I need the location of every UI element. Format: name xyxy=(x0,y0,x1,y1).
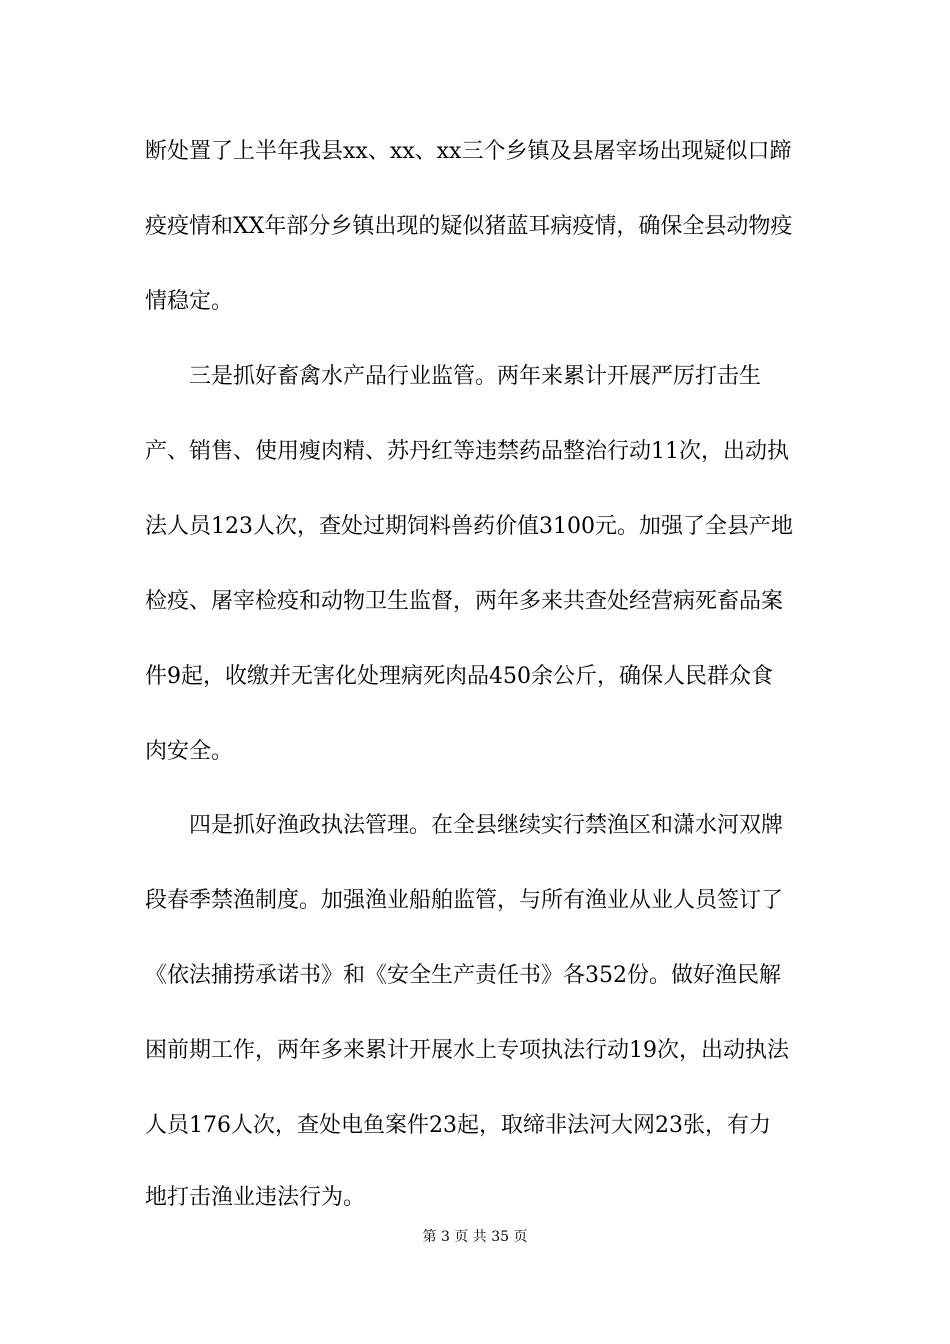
text-line: 断处置了上半年我县xx、xx、xx三个乡镇及县屠宰场出现疑似口蹄 xyxy=(145,139,792,164)
text-line: 法人员123人次，查处过期饲料兽药价值3100元。加强了全县产地 xyxy=(145,514,793,539)
text-line: 情稳定。 xyxy=(145,289,234,314)
text-line: 困前期工作，两年多来累计开展水上专项执法行动19次，出动执法 xyxy=(145,1038,789,1063)
text-line: 段春季禁渔制度。加强渔业船舶监管，与所有渔业从业人员签订了 xyxy=(145,888,784,913)
text-line: 人员176人次，查处电鱼案件23起，取缔非法河大网23张，有力 xyxy=(145,1113,771,1138)
page-number-footer: 第 3 页 共 35 页 xyxy=(422,1229,528,1245)
text-line: 肉安全。 xyxy=(145,739,234,764)
text-line: 检疫、屠宰检疫和动物卫生监督，两年多来共查处经营病死畜品案 xyxy=(145,589,784,614)
text-line: 地打击渔业违法行为。 xyxy=(145,1185,366,1210)
text-line: 件9起，收缴并无害化处理病死肉品450余公斤，确保人民群众食 xyxy=(145,664,773,689)
text-line: 产、销售、使用瘦肉精、苏丹红等违禁药品整治行动11次，出动执 xyxy=(145,439,789,464)
text-line: 疫疫情和XX年部分乡镇出现的疑似猪蓝耳病疫情，确保全县动物疫 xyxy=(145,214,793,239)
text-line: 《依法捕捞承诺书》和《安全生产责任书》各352份。做好渔民解 xyxy=(145,963,781,988)
paragraph-start-line: 四是抓好渔政执法管理。在全县继续实行禁渔区和潇水河双牌 xyxy=(145,813,784,838)
paragraph-start-line: 三是抓好畜禽水产品行业监管。两年来累计开展严厉打击生 xyxy=(145,364,762,389)
